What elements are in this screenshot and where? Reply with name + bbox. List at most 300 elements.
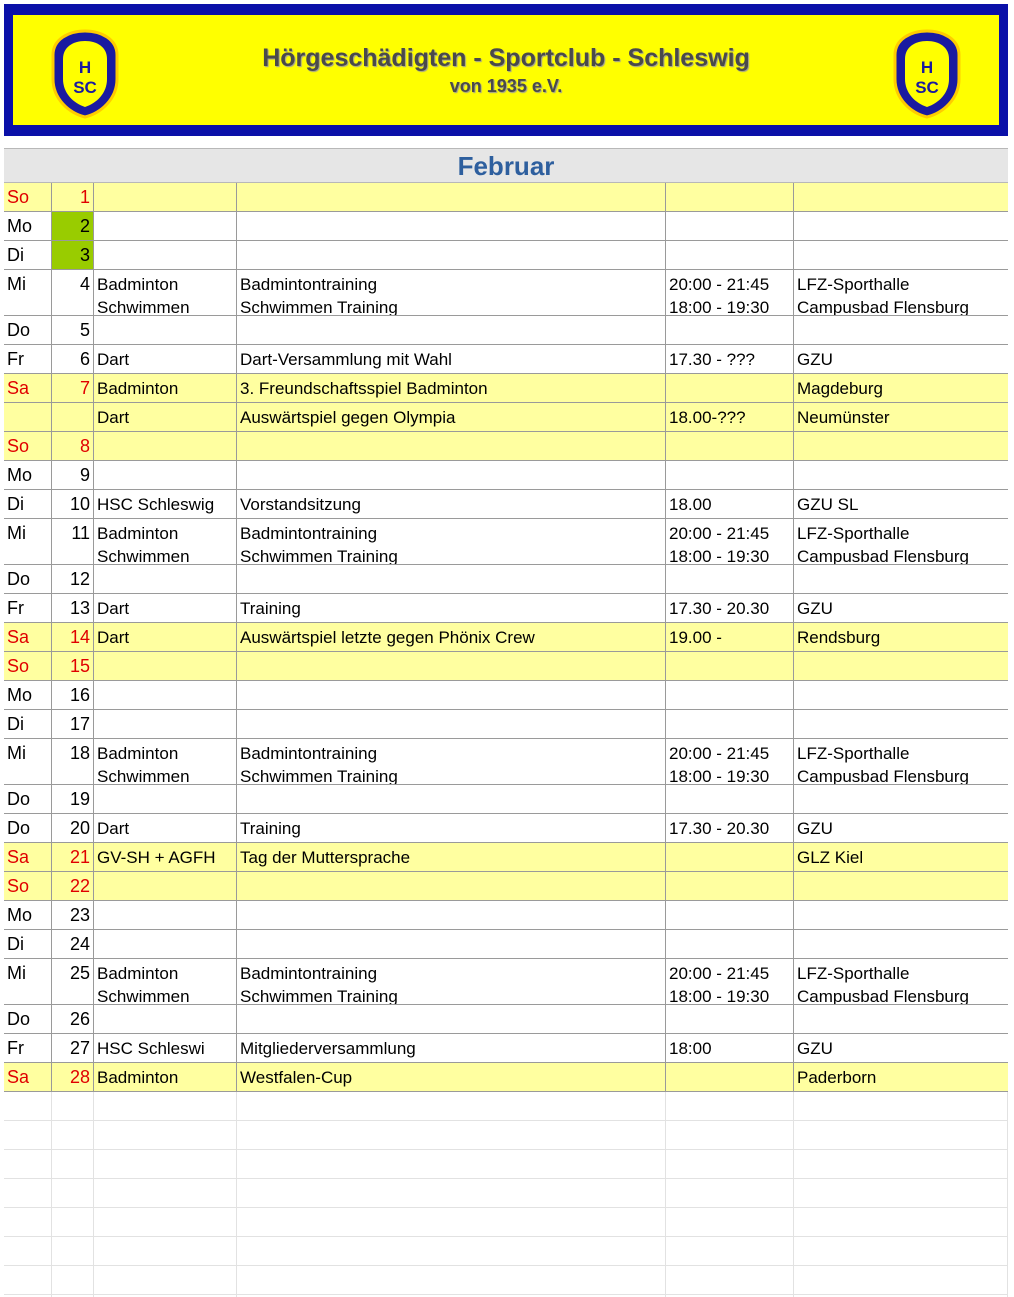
calendar-row [4, 785, 1008, 814]
category-cell-text: Dart [97, 599, 130, 618]
time-cell-text: 19.00 - [669, 628, 722, 647]
location-cell-text: GZU [797, 599, 833, 618]
location-cell[interactable] [794, 1005, 1008, 1033]
event-cell[interactable] [237, 1005, 666, 1033]
category-cell[interactable] [94, 212, 237, 240]
location-cell[interactable] [794, 490, 1008, 518]
category-cell[interactable] [94, 183, 237, 211]
location-cell-text: Neumünster [797, 408, 890, 427]
weekday-cell[interactable]: Mo [4, 461, 52, 489]
category-cell[interactable] [94, 490, 237, 518]
location-cell[interactable] [794, 212, 1008, 240]
time-cell-text: 20:00 - 21:45 [669, 524, 770, 543]
club-logo-left-icon [49, 29, 121, 119]
time-cell-text: 20:00 - 21:45 [669, 744, 770, 763]
event-cell[interactable] [237, 681, 666, 709]
location-cell[interactable] [794, 241, 1008, 269]
weekday-cell[interactable]: Di [4, 710, 52, 738]
event-cell[interactable] [237, 241, 666, 269]
category-cell[interactable] [94, 345, 237, 373]
location-cell[interactable] [794, 345, 1008, 373]
empty-grid-cell[interactable] [237, 1150, 666, 1178]
event-cell[interactable] [237, 843, 666, 871]
empty-grid-cell[interactable] [237, 1266, 666, 1294]
location-cell[interactable] [794, 814, 1008, 842]
weekday-cell[interactable]: Do [4, 785, 52, 813]
category-cell[interactable] [94, 270, 237, 315]
event-cell-text: Mitgliederversammlung [240, 1039, 416, 1058]
date-number-cell[interactable]: 13 [52, 594, 94, 622]
time-cell[interactable] [666, 212, 794, 240]
empty-grid-cell[interactable] [94, 1092, 237, 1120]
location-cell[interactable] [794, 183, 1008, 211]
weekday-cell[interactable]: Di [4, 490, 52, 518]
empty-grid-cell[interactable] [94, 1121, 237, 1149]
category-cell[interactable] [94, 739, 237, 784]
category-cell-text: Badminton [97, 275, 179, 294]
event-cell[interactable] [237, 490, 666, 518]
event-cell[interactable] [237, 519, 666, 564]
date-number-cell[interactable] [52, 403, 94, 431]
calendar-row [4, 374, 1008, 403]
empty-grid-cell[interactable] [94, 1208, 237, 1236]
weekday-cell[interactable]: So [4, 872, 52, 900]
weekday-cell[interactable]: Sa [4, 1063, 52, 1091]
empty-grid-cell[interactable] [4, 1121, 52, 1149]
location-cell-text: GLZ Kiel [797, 848, 864, 867]
category-cell[interactable] [94, 930, 237, 958]
location-cell[interactable] [794, 461, 1008, 489]
time-cell[interactable] [666, 1005, 794, 1033]
date-number-cell[interactable]: 27 [52, 1034, 94, 1062]
date-number-cell[interactable]: 17 [52, 710, 94, 738]
empty-grid-cell[interactable] [4, 1179, 52, 1207]
time-cell[interactable] [666, 316, 794, 344]
category-cell[interactable] [94, 872, 237, 900]
empty-grid-cell[interactable] [52, 1266, 94, 1294]
event-cell[interactable] [237, 872, 666, 900]
location-cell[interactable] [794, 316, 1008, 344]
club-header-banner [4, 4, 1008, 136]
date-number-cell[interactable]: 18 [52, 739, 94, 784]
club-logo-right-icon [891, 29, 963, 119]
date-number-cell[interactable]: 20 [52, 814, 94, 842]
empty-grid-cell[interactable] [237, 1092, 666, 1120]
time-cell[interactable] [666, 270, 794, 315]
event-cell[interactable] [237, 374, 666, 402]
empty-grid-cell[interactable] [237, 1208, 666, 1236]
weekday-cell[interactable]: Mi [4, 739, 52, 784]
empty-grid-cell[interactable] [666, 1208, 794, 1236]
calendar-row [4, 490, 1008, 519]
event-cell[interactable] [237, 901, 666, 929]
event-cell-text: Auswärtspiel letzte gegen Phönix Crew [240, 628, 535, 647]
time-cell-text: 18:00 - 19:30 [669, 298, 770, 315]
weekday-cell[interactable]: Mo [4, 681, 52, 709]
time-cell[interactable] [666, 930, 794, 958]
event-cell-text: 3. Freundschaftsspiel Badminton [240, 379, 488, 398]
calendar-row [4, 461, 1008, 490]
category-cell[interactable] [94, 461, 237, 489]
location-cell[interactable] [794, 374, 1008, 402]
category-cell[interactable] [94, 316, 237, 344]
time-cell-text: 18:00 - 19:30 [669, 767, 770, 784]
location-cell[interactable] [794, 959, 1008, 1004]
time-cell[interactable] [666, 345, 794, 373]
event-cell[interactable] [237, 345, 666, 373]
time-cell[interactable] [666, 785, 794, 813]
location-cell[interactable] [794, 270, 1008, 315]
date-number-cell[interactable]: 3 [52, 241, 94, 269]
category-cell[interactable] [94, 785, 237, 813]
weekday-cell[interactable]: Di [4, 241, 52, 269]
event-cell-text: Schwimmen Training [240, 767, 398, 784]
date-number-cell[interactable]: 14 [52, 623, 94, 651]
location-cell[interactable] [794, 519, 1008, 564]
time-cell-text: 18.00 [669, 495, 712, 514]
calendar-row [4, 930, 1008, 959]
date-number-cell[interactable]: 12 [52, 565, 94, 593]
empty-grid-row [4, 1179, 1008, 1208]
event-cell-text: Dart-Versammlung mit Wahl [240, 350, 452, 369]
date-number-cell[interactable]: 26 [52, 1005, 94, 1033]
event-cell[interactable] [237, 814, 666, 842]
calendar-row [4, 345, 1008, 374]
empty-grid-cell[interactable] [52, 1179, 94, 1207]
weekday-cell[interactable]: Fr [4, 594, 52, 622]
date-number-cell[interactable]: 9 [52, 461, 94, 489]
calendar-sheet [4, 148, 1008, 1297]
calendar-row [4, 1063, 1008, 1092]
weekday-cell[interactable]: Do [4, 316, 52, 344]
empty-grid-cell[interactable] [4, 1150, 52, 1178]
location-cell-text: LFZ-Sporthalle [797, 744, 910, 763]
event-cell[interactable] [237, 183, 666, 211]
category-cell[interactable] [94, 403, 237, 431]
date-number-cell[interactable]: 4 [52, 270, 94, 315]
weekday-cell[interactable]: So [4, 183, 52, 211]
event-cell[interactable] [237, 212, 666, 240]
category-cell-text: GV-SH + AGFH [97, 848, 216, 867]
event-cell[interactable] [237, 1034, 666, 1062]
logo-right-letters-h: H [920, 58, 934, 77]
weekday-cell[interactable]: Mi [4, 270, 52, 315]
date-number-cell[interactable]: 21 [52, 843, 94, 871]
time-cell[interactable] [666, 241, 794, 269]
time-cell[interactable] [666, 565, 794, 593]
category-cell[interactable] [94, 814, 237, 842]
category-cell[interactable] [94, 959, 237, 1004]
date-number-cell[interactable]: 15 [52, 652, 94, 680]
date-number-cell[interactable]: 25 [52, 959, 94, 1004]
category-cell-text: Badminton [97, 744, 179, 763]
empty-grid-cell[interactable] [794, 1266, 1008, 1294]
calendar-rows [4, 183, 1008, 1297]
calendar-row [4, 959, 1008, 1005]
category-cell[interactable] [94, 565, 237, 593]
weekday-cell[interactable]: Sa [4, 374, 52, 402]
event-cell[interactable] [237, 930, 666, 958]
location-cell[interactable] [794, 843, 1008, 871]
event-cell-text: Badmintontraining [240, 275, 378, 294]
empty-grid-cell[interactable] [52, 1121, 94, 1149]
weekday-cell[interactable] [4, 403, 52, 431]
date-number-cell[interactable]: 28 [52, 1063, 94, 1091]
event-cell[interactable] [237, 316, 666, 344]
date-number-cell[interactable]: 11 [52, 519, 94, 564]
calendar-row [4, 316, 1008, 345]
empty-grid-cell[interactable] [52, 1150, 94, 1178]
calendar-row [4, 814, 1008, 843]
category-cell-text: HSC Schleswig [97, 495, 215, 514]
time-cell[interactable] [666, 490, 794, 518]
empty-grid-cell[interactable] [4, 1266, 52, 1294]
empty-grid-cell[interactable] [52, 1208, 94, 1236]
event-cell[interactable] [237, 270, 666, 315]
category-cell[interactable] [94, 241, 237, 269]
event-cell[interactable] [237, 959, 666, 1004]
category-cell[interactable] [94, 681, 237, 709]
weekday-cell[interactable]: So [4, 432, 52, 460]
category-cell[interactable] [94, 519, 237, 564]
time-cell[interactable] [666, 681, 794, 709]
club-subtitle: von 1935 e.V. [449, 76, 563, 96]
category-cell-text: Schwimmen [97, 987, 190, 1004]
time-cell[interactable] [666, 901, 794, 929]
calendar-row [4, 710, 1008, 739]
weekday-cell[interactable]: Mi [4, 519, 52, 564]
weekday-cell[interactable]: Do [4, 565, 52, 593]
location-cell-text: Campusbad Flensburg [797, 987, 969, 1004]
empty-grid-cell[interactable] [666, 1179, 794, 1207]
weekday-cell[interactable]: Fr [4, 345, 52, 373]
time-cell[interactable] [666, 432, 794, 460]
empty-grid-cell[interactable] [794, 1208, 1008, 1236]
empty-grid-cell[interactable] [666, 1121, 794, 1149]
category-cell-text: Dart [97, 350, 130, 369]
calendar-row [4, 519, 1008, 565]
location-cell[interactable] [794, 1063, 1008, 1091]
time-cell[interactable] [666, 959, 794, 1004]
location-cell-text: LFZ-Sporthalle [797, 275, 910, 294]
event-cell-text: Badmintontraining [240, 744, 378, 763]
date-number-cell[interactable]: 16 [52, 681, 94, 709]
empty-grid-cell[interactable] [4, 1092, 52, 1120]
event-cell[interactable] [237, 785, 666, 813]
calendar-row [4, 432, 1008, 461]
calendar-row [4, 843, 1008, 872]
location-cell[interactable] [794, 930, 1008, 958]
event-cell[interactable] [237, 594, 666, 622]
empty-grid-cell[interactable] [237, 1237, 666, 1265]
event-cell-text: Schwimmen Training [240, 298, 398, 315]
time-cell-text: 18:00 [669, 1039, 712, 1058]
date-number-cell[interactable]: 24 [52, 930, 94, 958]
weekday-cell[interactable]: Sa [4, 843, 52, 871]
event-cell[interactable] [237, 461, 666, 489]
empty-grid-cell[interactable] [52, 1092, 94, 1120]
time-cell[interactable] [666, 843, 794, 871]
location-cell[interactable] [794, 681, 1008, 709]
event-cell[interactable] [237, 652, 666, 680]
time-cell[interactable] [666, 403, 794, 431]
date-number-cell[interactable]: 10 [52, 490, 94, 518]
time-cell[interactable] [666, 710, 794, 738]
event-cell[interactable] [237, 1063, 666, 1091]
date-number-cell[interactable]: 7 [52, 374, 94, 402]
empty-grid-cell[interactable] [794, 1121, 1008, 1149]
empty-grid-cell[interactable] [237, 1121, 666, 1149]
event-cell-text: Training [240, 819, 301, 838]
location-cell-text: Rendsburg [797, 628, 881, 647]
calendar-row [4, 212, 1008, 241]
event-cell[interactable] [237, 403, 666, 431]
location-cell[interactable] [794, 785, 1008, 813]
location-cell[interactable] [794, 652, 1008, 680]
empty-grid-cell[interactable] [237, 1179, 666, 1207]
time-cell[interactable] [666, 652, 794, 680]
logo-left-letters-sc: SC [73, 78, 97, 97]
event-cell[interactable] [237, 623, 666, 651]
empty-grid-cell[interactable] [94, 1179, 237, 1207]
empty-grid-cell[interactable] [794, 1092, 1008, 1120]
category-cell-text: HSC Schleswi [97, 1039, 205, 1058]
category-cell-text: Dart [97, 408, 130, 427]
date-number-cell[interactable]: 22 [52, 872, 94, 900]
weekday-cell[interactable]: So [4, 652, 52, 680]
category-cell[interactable] [94, 1005, 237, 1033]
date-number-cell[interactable]: 6 [52, 345, 94, 373]
weekday-cell[interactable]: Do [4, 1005, 52, 1033]
time-cell[interactable] [666, 594, 794, 622]
empty-grid-cell[interactable] [666, 1237, 794, 1265]
time-cell-text: 17.30 - 20.30 [669, 819, 770, 838]
category-cell[interactable] [94, 432, 237, 460]
location-cell[interactable] [794, 594, 1008, 622]
event-cell[interactable] [237, 710, 666, 738]
time-cell[interactable] [666, 623, 794, 651]
category-cell[interactable] [94, 652, 237, 680]
calendar-row [4, 403, 1008, 432]
empty-grid-row [4, 1121, 1008, 1150]
category-cell[interactable] [94, 623, 237, 651]
empty-grid-cell[interactable] [666, 1266, 794, 1294]
location-cell-text: GZU [797, 350, 833, 369]
time-cell[interactable] [666, 814, 794, 842]
empty-grid-cell[interactable] [52, 1237, 94, 1265]
location-cell[interactable] [794, 872, 1008, 900]
location-cell[interactable] [794, 623, 1008, 651]
logo-left-letters-h: H [78, 58, 92, 77]
date-number-cell[interactable]: 2 [52, 212, 94, 240]
time-cell[interactable] [666, 183, 794, 211]
location-cell[interactable] [794, 739, 1008, 784]
time-cell[interactable] [666, 739, 794, 784]
empty-grid-cell[interactable] [4, 1237, 52, 1265]
category-cell[interactable] [94, 594, 237, 622]
category-cell-text: Schwimmen [97, 298, 190, 315]
location-cell[interactable] [794, 432, 1008, 460]
category-cell-text: Schwimmen [97, 547, 190, 564]
location-cell[interactable] [794, 901, 1008, 929]
time-cell[interactable] [666, 872, 794, 900]
location-cell-text: GZU SL [797, 495, 859, 514]
time-cell[interactable] [666, 374, 794, 402]
time-cell[interactable] [666, 519, 794, 564]
time-cell-text: 17.30 - 20.30 [669, 599, 770, 618]
weekday-cell[interactable]: Mo [4, 212, 52, 240]
calendar-row [4, 623, 1008, 652]
category-cell[interactable] [94, 374, 237, 402]
category-cell[interactable] [94, 1034, 237, 1062]
club-title: Hörgeschädigten - Sportclub - Schleswig [262, 44, 750, 72]
calendar-row [4, 241, 1008, 270]
logo-right-letters-sc: SC [915, 78, 939, 97]
calendar-row [4, 681, 1008, 710]
category-cell[interactable] [94, 710, 237, 738]
date-number-cell[interactable]: 5 [52, 316, 94, 344]
empty-grid-cell[interactable] [794, 1150, 1008, 1178]
time-cell[interactable] [666, 1063, 794, 1091]
empty-grid-cell[interactable] [94, 1266, 237, 1294]
category-cell[interactable] [94, 843, 237, 871]
location-cell[interactable] [794, 403, 1008, 431]
location-cell[interactable] [794, 1034, 1008, 1062]
empty-grid-cell[interactable] [794, 1237, 1008, 1265]
time-cell[interactable] [666, 461, 794, 489]
weekday-cell[interactable]: Sa [4, 623, 52, 651]
empty-grid-cell[interactable] [794, 1179, 1008, 1207]
empty-grid-cell[interactable] [94, 1237, 237, 1265]
weekday-cell[interactable]: Mo [4, 901, 52, 929]
date-number-cell[interactable]: 19 [52, 785, 94, 813]
date-number-cell[interactable]: 8 [52, 432, 94, 460]
event-cell[interactable] [237, 739, 666, 784]
category-cell[interactable] [94, 1063, 237, 1091]
location-cell-text: LFZ-Sporthalle [797, 964, 910, 983]
location-cell-text: Campusbad Flensburg [797, 298, 969, 315]
category-cell[interactable] [94, 901, 237, 929]
empty-grid-cell[interactable] [94, 1150, 237, 1178]
event-cell-text: Training [240, 599, 301, 618]
location-cell-text: GZU [797, 1039, 833, 1058]
event-cell[interactable] [237, 565, 666, 593]
event-cell-text: Auswärtspiel gegen Olympia [240, 408, 456, 427]
weekday-cell[interactable]: Fr [4, 1034, 52, 1062]
category-cell-text: Dart [97, 819, 130, 838]
date-number-cell[interactable]: 23 [52, 901, 94, 929]
empty-grid-cell[interactable] [4, 1208, 52, 1236]
empty-grid-row [4, 1208, 1008, 1237]
empty-grid-cell[interactable] [666, 1150, 794, 1178]
location-cell[interactable] [794, 710, 1008, 738]
location-cell[interactable] [794, 565, 1008, 593]
date-number-cell[interactable]: 1 [52, 183, 94, 211]
empty-grid-cell[interactable] [666, 1092, 794, 1120]
time-cell-text: 18:00 - 19:30 [669, 547, 770, 564]
empty-grid-row [4, 1237, 1008, 1266]
time-cell-text: 18:00 - 19:30 [669, 987, 770, 1004]
weekday-cell[interactable]: Mi [4, 959, 52, 1004]
time-cell[interactable] [666, 1034, 794, 1062]
month-title: Februar [4, 148, 1008, 183]
weekday-cell[interactable]: Di [4, 930, 52, 958]
event-cell-text: Badmintontraining [240, 964, 378, 983]
event-cell-text: Tag der Muttersprache [240, 848, 411, 867]
weekday-cell[interactable]: Do [4, 814, 52, 842]
event-cell[interactable] [237, 432, 666, 460]
empty-grid-row [4, 1150, 1008, 1179]
